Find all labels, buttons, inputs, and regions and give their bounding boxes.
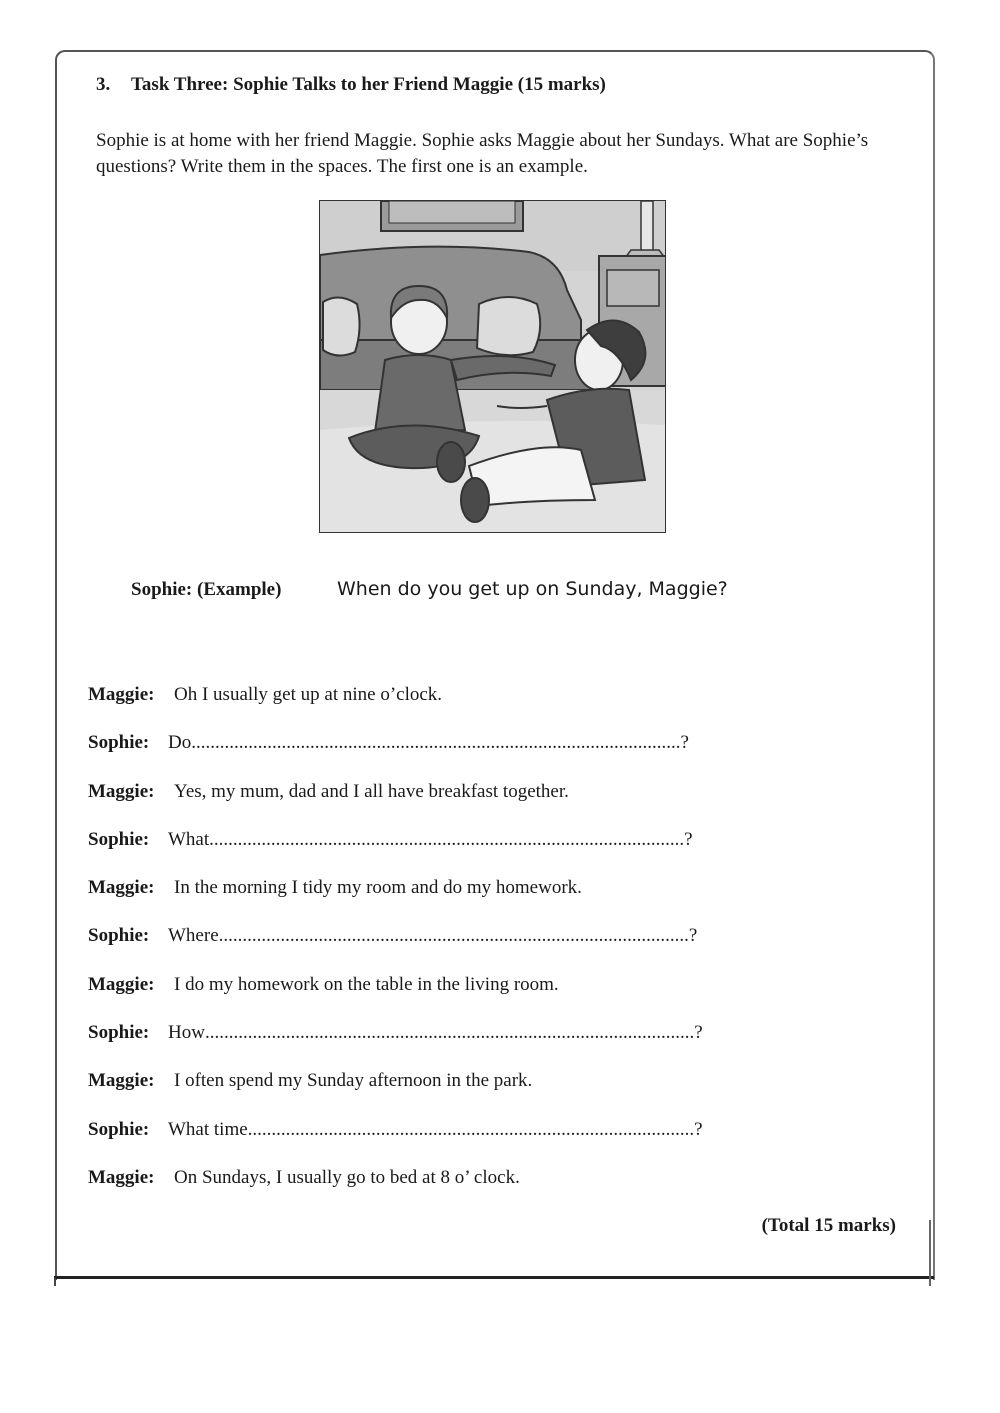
answer-blank[interactable]: ..............................................................................................: [247, 1118, 695, 1140]
dialogue-line-maggie: [88, 684, 918, 732]
speaker-label: Maggie:: [88, 1166, 155, 1188]
answer-blank[interactable]: ....................................................................................................: [209, 828, 685, 850]
dialogue-line-maggie: [88, 1070, 918, 1118]
answer-blank[interactable]: ...................................................................................................: [218, 925, 689, 947]
dialogue-line-sophie: [88, 732, 918, 780]
task-title: Task Three: Sophie Talks to her Friend Maggie (15 marks): [131, 74, 606, 95]
speaker-label: Maggie:: [88, 973, 155, 995]
dialogue: [88, 684, 918, 1215]
speaker-label: Sophie:: [88, 828, 150, 850]
dialogue-line-maggie: [88, 877, 918, 925]
question-mark: ?: [694, 1118, 703, 1140]
maggie-answer: I do my homework on the table in the living room.: [174, 973, 559, 995]
dialogue-line-sophie: [88, 829, 918, 877]
total-marks: (Total 15 marks): [761, 1215, 896, 1236]
answer-blank[interactable]: .......................................................................................................: [191, 732, 681, 754]
maggie-answer: On Sundays, I usually go to bed at 8 o’ clock.: [174, 1166, 520, 1188]
dialogue-line-maggie: [88, 1167, 918, 1215]
question-prompt: What time: [168, 1118, 248, 1140]
maggie-answer: I often spend my Sunday afternoon in the park.: [174, 1070, 533, 1092]
speaker-label: Sophie:: [88, 925, 150, 947]
task-heading: [96, 74, 606, 96]
corner-tick: [929, 1220, 939, 1286]
dialogue-line-sophie: [88, 925, 918, 973]
speaker-label: Maggie:: [88, 684, 155, 705]
question-mark: ?: [688, 925, 698, 947]
question-prompt: Do: [168, 732, 192, 754]
question-mark: ?: [694, 1022, 703, 1044]
two-girls-living-room-illustration: [319, 200, 666, 533]
question-mark: ?: [680, 732, 689, 754]
dialogue-line-sophie: [88, 1022, 918, 1070]
speaker-label: Sophie:: [88, 732, 150, 754]
example-question: When do you get up on Sunday, Maggie?: [337, 578, 728, 600]
maggie-answer: In the morning I tidy my room and do my homework.: [174, 877, 582, 899]
task-instructions: Sophie is at home with her friend Maggie. Sophie asks Maggie about her Sundays. What are Sophie’s questions? Write them in the spaces. The first one is an example.: [96, 130, 869, 177]
dialogue-line-maggie: [88, 974, 918, 1022]
speaker-label: Maggie:: [88, 780, 155, 802]
question-prompt: How: [168, 1022, 205, 1044]
example-label: Sophie: (Example): [131, 579, 282, 600]
speaker-label: Sophie:: [88, 1118, 150, 1140]
answer-blank[interactable]: .......................................................................................................: [204, 1022, 695, 1044]
task-number: 3.: [96, 74, 111, 95]
question-mark: ?: [684, 828, 693, 850]
dialogue-line-sophie: [88, 1119, 918, 1167]
question-prompt: Where: [168, 925, 219, 947]
question-prompt: What: [168, 828, 210, 850]
corner-tick: [54, 1278, 56, 1286]
maggie-answer: Oh I usually get up at nine o’clock.: [174, 684, 443, 705]
maggie-answer: Yes, my mum, dad and I all have breakfast together.: [174, 780, 569, 802]
speaker-label: Maggie:: [88, 877, 155, 899]
bottom-rule: [54, 1276, 934, 1279]
speaker-label: Sophie:: [88, 1022, 150, 1044]
dialogue-line-maggie: [88, 781, 918, 829]
speaker-label: Maggie:: [88, 1070, 155, 1092]
